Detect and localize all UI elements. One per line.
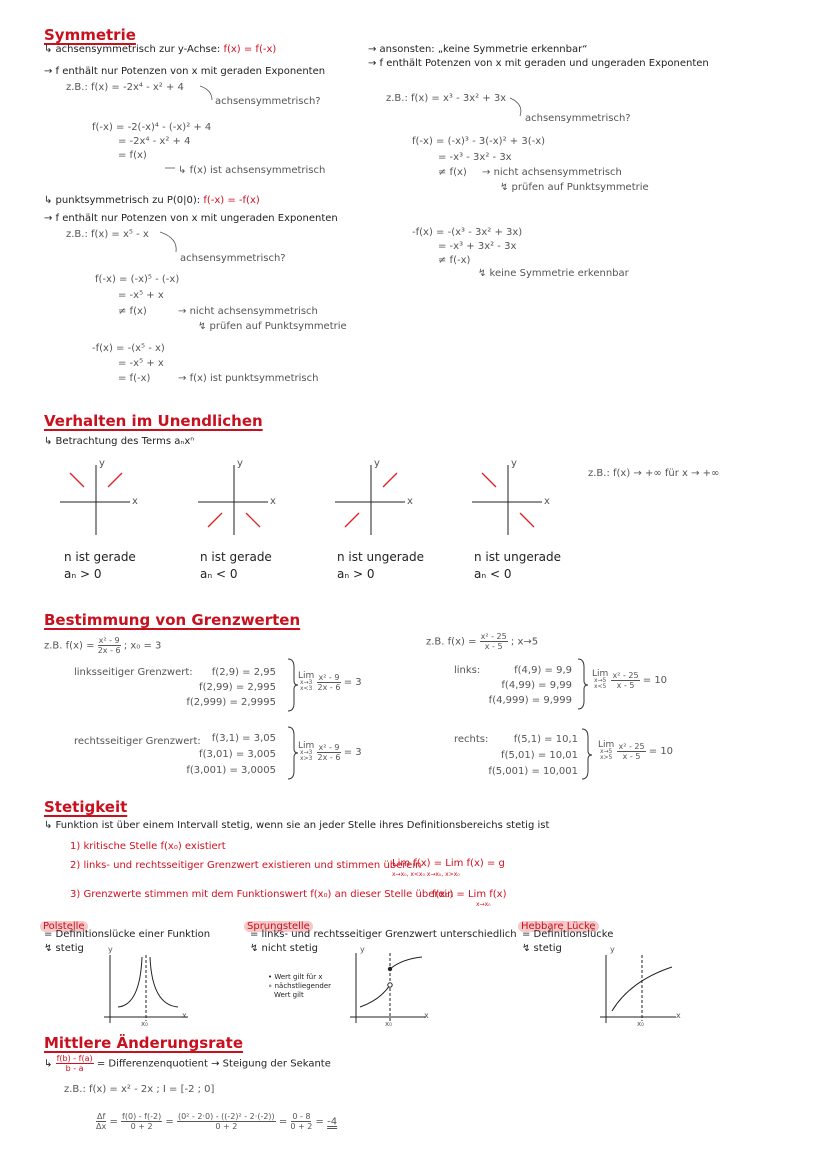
continuity-intro: ↳ Funktion ist über einem Intervall stetig, wenn sie an jeder Stelle ihres Definitionsbereichs stetig ist — [44, 820, 550, 831]
ex2-mline1: -f(x) = -(x⁵ - x) — [92, 343, 165, 354]
g4-n: n ist ungerade — [474, 550, 562, 564]
lim-ex2-left-label: links: — [454, 665, 481, 676]
graph-odd-positive — [335, 465, 405, 535]
g2-a: aₙ < 0 — [200, 567, 238, 581]
ex1-line1: f(-x) = -2(-x)⁴ - (-x)² + 4 — [92, 122, 212, 133]
graph-even-positive — [60, 465, 130, 535]
removable-y-label: y — [610, 945, 615, 954]
rate-example: z.B.: f(x) = x² - 2x ; I = [-2 ; 0] — [64, 1084, 215, 1095]
g1-x-label: x — [132, 496, 138, 507]
jump-line1: = links- und rechtsseitiger Grenzwert unterschiedlich — [250, 929, 517, 940]
g4-a: aₙ < 0 — [474, 567, 512, 581]
no-symmetry-desc: → f enthält Potenzen von x mit geraden und ungeraden Exponenten — [368, 58, 709, 69]
cont-criterion-3: 3) Grenzwerte stimmen mit dem Funktionswert f(x₀) an dieser Stelle überein — [70, 889, 454, 900]
cont-criterion-3-eq: f(x₀) = Lim f(x) — [432, 889, 507, 900]
ex2-function: z.B.: f(x) = x⁵ - x — [66, 229, 149, 240]
pole-y-label: y — [108, 945, 113, 954]
ex2-line3: ≠ f(x) — [118, 306, 147, 317]
no-symmetry-rule: → ansonsten: „keine Symmetrie erkennbar“ — [368, 44, 588, 55]
lim-ex2-right-val3: f(5,001) = 10,001 — [488, 766, 578, 777]
pole-badge: Polstelle — [40, 914, 88, 933]
ex1-line2: = -2x⁴ - x² + 4 — [118, 136, 191, 147]
lim-left-label: linksseitiger Grenzwert: — [74, 667, 193, 678]
point-symmetry-rule: ↳ punktsymmetrisch zu P(0|0): f(-x) = -f(x) — [44, 195, 260, 206]
infinity-heading: Verhalten im Unendlichen — [44, 412, 263, 430]
graph-even-negative — [198, 465, 268, 535]
ex3-line3: ≠ f(x) — [438, 167, 467, 178]
lim-right-label: rechtsseitiger Grenzwert: — [74, 736, 201, 747]
ex1-question: achsensymmetrisch? — [215, 96, 321, 107]
lim-ex2: z.B. f(x) = $\frac{\text{x² - 25}}{x - 5}$ ; x→5 — [426, 632, 539, 651]
ex1-line3: = f(x) — [118, 150, 147, 161]
g1-n: n ist gerade — [64, 550, 136, 564]
ex2-line2: = -x⁵ + x — [118, 290, 164, 301]
jump-graph — [350, 953, 426, 1023]
g1-a: aₙ > 0 — [64, 567, 102, 581]
g3-n: n ist ungerade — [337, 550, 425, 564]
cont-criterion-1: 1) kritische Stelle f(x₀) existiert — [70, 841, 226, 852]
g4-y-label: y — [511, 458, 517, 469]
ex2-mline3: = f(-x) — [118, 373, 151, 384]
jump-badge: Sprungstelle — [244, 914, 313, 933]
pole-line1: = Definitionslücke einer Funktion — [44, 929, 211, 940]
lim-ex1-left-result: Lim x→3 x<3 $\frac{\text{x² - 9}}{2x - 6}$ = 3 — [298, 671, 362, 692]
g1-y-label: y — [99, 458, 105, 469]
jump-legend: • Wert gilt für x ∘ nächstliegender Wert gilt — [268, 973, 332, 999]
lim-right-val1: f(3,1) = 3,05 — [211, 733, 276, 744]
rate-calculation: $\frac{\Delta f}{\Delta x}$ = $\frac{f(0) - f(-2)}{0 + 2}$ = $\frac{\text{(0² - 2·0) - ((-2)² - 2·(-2))}}{0 + 2}$ = $\frac{0 - 8}{0 + 2}$ = -4 — [96, 1112, 338, 1131]
g2-n: n ist gerade — [200, 550, 272, 564]
lim-ex2-right-val1: f(5,1) = 10,1 — [513, 734, 578, 745]
lim-ex2-right-result: Lim x→5 x>5 $\frac{\text{x² - 25}}{x - 5}$ = 10 — [598, 740, 674, 761]
lim-left-val2: f(2,99) = 2,995 — [199, 682, 276, 693]
jump-x-label: x — [424, 1011, 429, 1020]
g4-x-label: x — [544, 496, 550, 507]
symmetry-arrows — [0, 0, 828, 400]
ex3-question: achsensymmetrisch? — [525, 113, 631, 124]
removable-badge: Hebbare Lücke — [518, 914, 599, 933]
pole-line2: ↯ stetig — [44, 943, 84, 954]
graph-odd-negative — [472, 465, 542, 535]
ex2-mresult: → f(x) ist punktsymmetrisch — [178, 373, 319, 384]
axis-symmetry-rule: ↳ achsensymmetrisch zur y-Achse: f(x) = f(-x) — [44, 44, 277, 55]
lim-left-val3: f(2,999) = 2,9995 — [186, 697, 276, 708]
ex3-mresult: ↯ keine Symmetrie erkennbar — [478, 268, 629, 279]
ex3-mline3: ≠ f(-x) — [438, 255, 471, 266]
point-symmetry-desc: → f enthält nur Potenzen von x mit ungeraden Exponenten — [44, 213, 338, 224]
lim-right-val3: f(3,001) = 3,0005 — [186, 765, 276, 776]
g3-y-label: y — [374, 458, 380, 469]
cont-criterion-2: 2) links- und rechtsseitiger Grenzwert existieren und stimmen überein — [70, 860, 422, 871]
pole-graph — [104, 955, 188, 1023]
ex2-mline2: = -x⁵ + x — [118, 358, 164, 369]
ex2-line1: f(-x) = (-x)⁵ - (-x) — [95, 274, 180, 285]
cont-criterion-2-sub: x→x₀, x<x₀ x→x₀, x>x₀ — [392, 871, 460, 878]
symmetry-heading: Symmetrie — [44, 26, 136, 44]
ex3-result2: ↯ prüfen auf Punktsymmetrie — [500, 182, 649, 193]
cont-criterion-2-lim: Lim f(x) = Lim f(x) = g — [392, 858, 505, 869]
jump-line2: ↯ nicht stetig — [250, 943, 318, 954]
removable-x-label: x — [676, 1011, 681, 1020]
ex3-mline2: = -x³ + 3x² - 3x — [438, 241, 517, 252]
lim-ex1: z.B. f(x) = $\frac{\text{x² - 9}}{2x - 6}$ ; x₀ = 3 — [44, 636, 162, 655]
pole-x-label: x — [182, 1011, 187, 1020]
removable-graph — [600, 955, 676, 1023]
lim-ex2-left-val1: f(4,9) = 9,9 — [514, 665, 572, 676]
g2-x-label: x — [270, 496, 276, 507]
lim-ex2-right-label: rechts: — [454, 734, 489, 745]
ex2-result1: → nicht achsensymmetrisch — [178, 306, 318, 317]
ex3-line1: f(-x) = (-x)³ - 3(-x)² + 3(-x) — [412, 136, 546, 147]
ex1-result: ↳ f(x) ist achsensymmetrisch — [178, 165, 326, 176]
g3-a: aₙ > 0 — [337, 567, 375, 581]
lim-ex2-left-val2: f(4,99) = 9,99 — [501, 680, 572, 691]
ex3-line2: = -x³ - 3x² - 3x — [438, 152, 512, 163]
lim-left-val1: f(2,9) = 2,95 — [211, 667, 276, 678]
g3-x-label: x — [407, 496, 413, 507]
jump-x0-label: x₀ — [385, 1020, 392, 1028]
ex3-function: z.B.: f(x) = x³ - 3x² + 3x — [386, 93, 507, 104]
lim-ex1-right-result: Lim x→3 x>3 $\frac{\text{x² - 9}}{2x - 6}$ = 3 — [298, 741, 362, 762]
rate-heading: Mittlere Änderungsrate — [44, 1034, 243, 1052]
g2-y-label: y — [237, 458, 243, 469]
ex3-mline1: -f(x) = -(x³ - 3x² + 3x) — [412, 227, 523, 238]
ex2-result2: ↯ prüfen auf Punktsymmetrie — [198, 321, 347, 332]
cont-criterion-3-sub: x→x₀ — [476, 901, 491, 908]
ex1-function: z.B.: f(x) = -2x⁴ - x² + 4 — [66, 82, 184, 93]
removable-x0-label: x₀ — [637, 1020, 644, 1028]
lim-ex2-left-result: Lim x→5 x<5 $\frac{\text{x² - 25}}{x - 5}$ = 10 — [592, 669, 668, 690]
lim-ex2-left-val3: f(4,999) = 9,999 — [488, 695, 572, 706]
jump-y-label: y — [360, 945, 365, 954]
continuity-heading: Stetigkeit — [44, 798, 128, 816]
continuity-graphs — [0, 945, 828, 1035]
limit-braces — [0, 655, 828, 795]
infinity-example: z.B.: f(x) → +∞ für x → +∞ — [588, 468, 720, 479]
limits-heading: Bestimmung von Grenzwerten — [44, 611, 301, 629]
removable-line1: = Definitionslücke — [522, 929, 614, 940]
lim-right-val2: f(3,01) = 3,005 — [199, 749, 276, 760]
axis-symmetry-desc: → f enthält nur Potenzen von x mit geraden Exponenten — [44, 66, 326, 77]
lim-ex2-right-val2: f(5,01) = 10,01 — [501, 750, 578, 761]
pole-x0-label: x₀ — [141, 1020, 148, 1028]
removable-line2: ↯ stetig — [522, 943, 562, 954]
ex3-result1: → nicht achsensymmetrisch — [482, 167, 622, 178]
rate-definition: ↳ $\frac{f(b) - f(a)}{b - a}$ = Differenzenquotient → Steigung der Sekante — [44, 1054, 331, 1073]
ex2-question: achsensymmetrisch? — [180, 253, 286, 264]
infinity-intro: ↳ Betrachtung des Terms aₙxⁿ — [44, 436, 195, 447]
